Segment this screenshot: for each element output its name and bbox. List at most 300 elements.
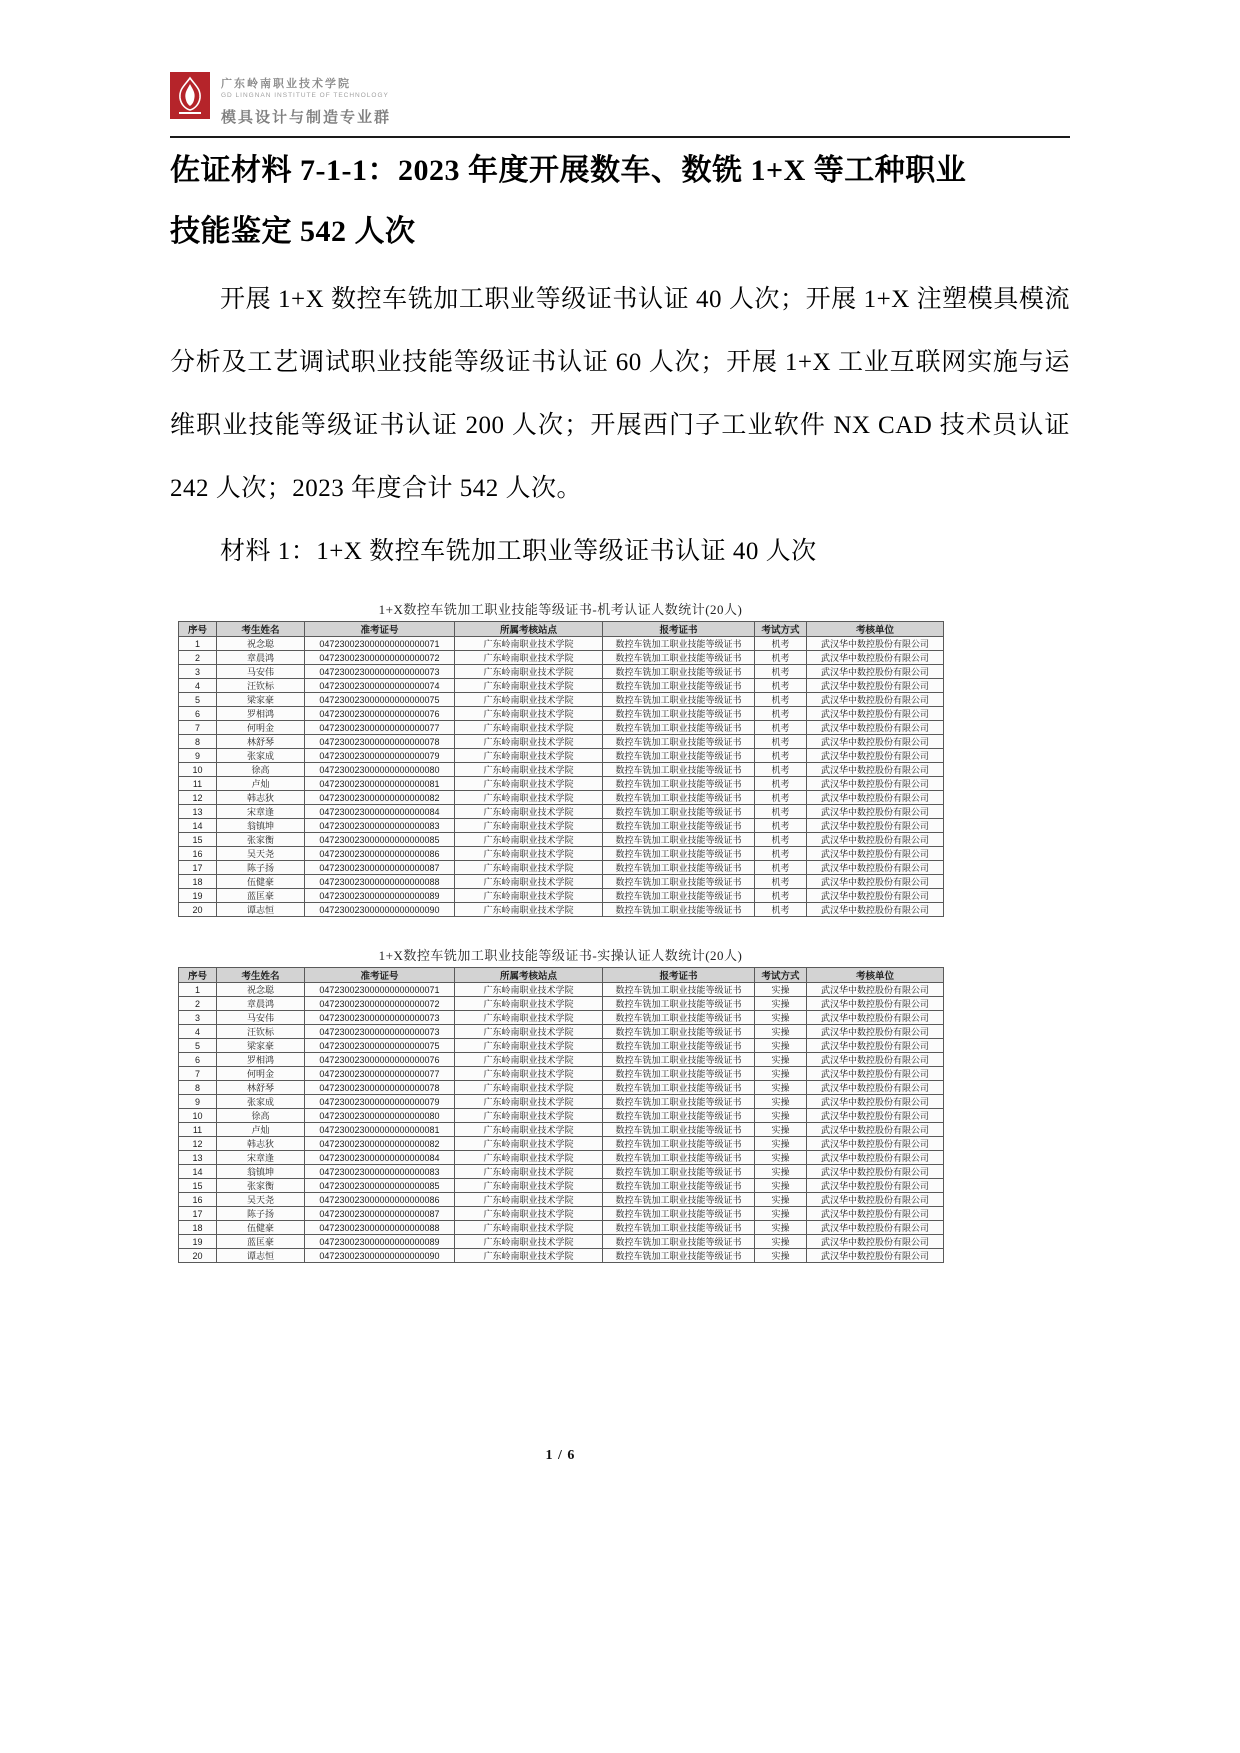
cell-exam-station: 广东岭南职业技术学院 bbox=[455, 651, 603, 665]
cell-certificate: 数控车铣加工职业技能等级证书 bbox=[603, 1067, 755, 1081]
cell-exam-number: 047230023000000000000081 bbox=[305, 1123, 455, 1137]
cell-certificate: 数控车铣加工职业技能等级证书 bbox=[603, 983, 755, 997]
column-header: 报考证书 bbox=[603, 968, 755, 983]
cell-candidate-name: 吴天尧 bbox=[217, 1193, 305, 1207]
cell-exam-number: 047230023000000000000085 bbox=[305, 833, 455, 847]
cell-seq: 3 bbox=[179, 1011, 217, 1025]
cell-seq: 17 bbox=[179, 1207, 217, 1221]
cell-exam-station: 广东岭南职业技术学院 bbox=[455, 1011, 603, 1025]
cell-candidate-name: 谭志恒 bbox=[217, 1249, 305, 1263]
cell-exam-method: 实操 bbox=[755, 1067, 807, 1081]
table-row bbox=[179, 791, 944, 805]
cell-exam-station: 广东岭南职业技术学院 bbox=[455, 679, 603, 693]
table-row bbox=[179, 1011, 944, 1025]
cell-exam-station: 广东岭南职业技术学院 bbox=[455, 875, 603, 889]
column-header: 考生姓名 bbox=[217, 622, 305, 637]
table-row bbox=[179, 847, 944, 861]
cell-certificate: 数控车铣加工职业技能等级证书 bbox=[603, 693, 755, 707]
cell-candidate-name: 张家衡 bbox=[217, 833, 305, 847]
table-row bbox=[179, 1235, 944, 1249]
cell-candidate-name: 罗相鸿 bbox=[217, 1053, 305, 1067]
cell-exam-number: 047230023000000000000076 bbox=[305, 1053, 455, 1067]
cell-exam-station: 广东岭南职业技术学院 bbox=[455, 693, 603, 707]
cell-exam-number: 047230023000000000000089 bbox=[305, 889, 455, 903]
cell-exam-number: 047230023000000000000084 bbox=[305, 805, 455, 819]
cell-seq: 4 bbox=[179, 1025, 217, 1039]
table-row bbox=[179, 1039, 944, 1053]
cell-exam-method: 实操 bbox=[755, 1123, 807, 1137]
cell-exam-method: 实操 bbox=[755, 1053, 807, 1067]
cell-seq: 6 bbox=[179, 1053, 217, 1067]
cell-exam-station: 广东岭南职业技术学院 bbox=[455, 1053, 603, 1067]
cell-exam-method: 机考 bbox=[755, 763, 807, 777]
cell-seq: 5 bbox=[179, 1039, 217, 1053]
cell-exam-station: 广东岭南职业技术学院 bbox=[455, 847, 603, 861]
cell-exam-number: 047230023000000000000082 bbox=[305, 791, 455, 805]
cell-exam-station: 广东岭南职业技术学院 bbox=[455, 749, 603, 763]
table-row bbox=[179, 819, 944, 833]
cell-exam-station: 广东岭南职业技术学院 bbox=[455, 1095, 603, 1109]
table-row bbox=[179, 735, 944, 749]
cell-exam-station: 广东岭南职业技术学院 bbox=[455, 1207, 603, 1221]
cell-exam-number: 047230023000000000000079 bbox=[305, 749, 455, 763]
cell-exam-station: 广东岭南职业技术学院 bbox=[455, 1151, 603, 1165]
table-row bbox=[179, 679, 944, 693]
cell-seq: 12 bbox=[179, 1137, 217, 1151]
cell-exam-method: 实操 bbox=[755, 1193, 807, 1207]
cell-certificate: 数控车铣加工职业技能等级证书 bbox=[603, 1165, 755, 1179]
cell-certificate: 数控车铣加工职业技能等级证书 bbox=[603, 637, 755, 651]
cell-seq: 1 bbox=[179, 983, 217, 997]
table-row bbox=[179, 763, 944, 777]
cell-candidate-name: 伍健豪 bbox=[217, 1221, 305, 1235]
cell-certificate: 数控车铣加工职业技能等级证书 bbox=[603, 903, 755, 917]
cell-assessment-unit: 武汉华中数控股份有限公司 bbox=[807, 983, 944, 997]
cell-certificate: 数控车铣加工职业技能等级证书 bbox=[603, 721, 755, 735]
school-logo-icon bbox=[170, 72, 210, 119]
cell-certificate: 数控车铣加工职业技能等级证书 bbox=[603, 1109, 755, 1123]
cell-seq: 5 bbox=[179, 693, 217, 707]
table-header-row bbox=[179, 622, 944, 637]
cell-assessment-unit: 武汉华中数控股份有限公司 bbox=[807, 693, 944, 707]
cell-exam-number: 047230023000000000000078 bbox=[305, 735, 455, 749]
cell-exam-station: 广东岭南职业技术学院 bbox=[455, 1067, 603, 1081]
cell-exam-method: 实操 bbox=[755, 1235, 807, 1249]
cell-exam-method: 机考 bbox=[755, 889, 807, 903]
cell-exam-station: 广东岭南职业技术学院 bbox=[455, 833, 603, 847]
cell-certificate: 数控车铣加工职业技能等级证书 bbox=[603, 1053, 755, 1067]
cell-exam-method: 实操 bbox=[755, 1081, 807, 1095]
cell-assessment-unit: 武汉华中数控股份有限公司 bbox=[807, 875, 944, 889]
cell-certificate: 数控车铣加工职业技能等级证书 bbox=[603, 749, 755, 763]
table-row bbox=[179, 1053, 944, 1067]
cell-candidate-name: 马安伟 bbox=[217, 665, 305, 679]
cell-certificate: 数控车铣加工职业技能等级证书 bbox=[603, 875, 755, 889]
table-row bbox=[179, 997, 944, 1011]
exam-results-table bbox=[178, 621, 944, 917]
cell-seq: 9 bbox=[179, 749, 217, 763]
cell-candidate-name: 祝念聪 bbox=[217, 983, 305, 997]
cell-exam-method: 机考 bbox=[755, 777, 807, 791]
cell-exam-station: 广东岭南职业技术学院 bbox=[455, 1165, 603, 1179]
cell-candidate-name: 张家成 bbox=[217, 749, 305, 763]
cell-assessment-unit: 武汉华中数控股份有限公司 bbox=[807, 1081, 944, 1095]
cell-exam-number: 047230023000000000000087 bbox=[305, 861, 455, 875]
cell-assessment-unit: 武汉华中数控股份有限公司 bbox=[807, 889, 944, 903]
cell-exam-station: 广东岭南职业技术学院 bbox=[455, 983, 603, 997]
cell-candidate-name: 张家成 bbox=[217, 1095, 305, 1109]
cell-seq: 19 bbox=[179, 889, 217, 903]
table-row bbox=[179, 707, 944, 721]
cell-assessment-unit: 武汉华中数控股份有限公司 bbox=[807, 805, 944, 819]
cell-assessment-unit: 武汉华中数控股份有限公司 bbox=[807, 763, 944, 777]
cell-candidate-name: 祝念聪 bbox=[217, 637, 305, 651]
cell-certificate: 数控车铣加工职业技能等级证书 bbox=[603, 861, 755, 875]
cell-certificate: 数控车铣加工职业技能等级证书 bbox=[603, 1137, 755, 1151]
cell-candidate-name: 何明金 bbox=[217, 721, 305, 735]
column-header: 考核单位 bbox=[807, 968, 944, 983]
column-header: 序号 bbox=[179, 968, 217, 983]
cell-candidate-name: 卢灿 bbox=[217, 1123, 305, 1137]
cell-seq: 20 bbox=[179, 1249, 217, 1263]
cell-seq: 12 bbox=[179, 791, 217, 805]
cell-candidate-name: 马安伟 bbox=[217, 1011, 305, 1025]
cell-candidate-name: 梁家豪 bbox=[217, 693, 305, 707]
cell-exam-station: 广东岭南职业技术学院 bbox=[455, 1235, 603, 1249]
column-header: 考试方式 bbox=[755, 622, 807, 637]
cell-exam-method: 机考 bbox=[755, 833, 807, 847]
cell-assessment-unit: 武汉华中数控股份有限公司 bbox=[807, 1039, 944, 1053]
cell-candidate-name: 汪钦标 bbox=[217, 1025, 305, 1039]
cell-certificate: 数控车铣加工职业技能等级证书 bbox=[603, 735, 755, 749]
cell-seq: 3 bbox=[179, 665, 217, 679]
cell-exam-number: 047230023000000000000080 bbox=[305, 763, 455, 777]
cell-exam-number: 047230023000000000000076 bbox=[305, 707, 455, 721]
table-row bbox=[179, 1165, 944, 1179]
cell-exam-number: 047230023000000000000082 bbox=[305, 1137, 455, 1151]
table-row bbox=[179, 889, 944, 903]
cell-certificate: 数控车铣加工职业技能等级证书 bbox=[603, 997, 755, 1011]
column-header: 考生姓名 bbox=[217, 968, 305, 983]
cell-seq: 16 bbox=[179, 1193, 217, 1207]
cell-assessment-unit: 武汉华中数控股份有限公司 bbox=[807, 1193, 944, 1207]
cell-exam-method: 实操 bbox=[755, 1137, 807, 1151]
cell-exam-number: 047230023000000000000073 bbox=[305, 1011, 455, 1025]
cell-certificate: 数控车铣加工职业技能等级证书 bbox=[603, 679, 755, 693]
cell-exam-station: 广东岭南职业技术学院 bbox=[455, 763, 603, 777]
page-number-text: 1 / 6 bbox=[545, 1448, 576, 1463]
cell-exam-method: 机考 bbox=[755, 735, 807, 749]
cell-assessment-unit: 武汉华中数控股份有限公司 bbox=[807, 1123, 944, 1137]
table-row bbox=[179, 903, 944, 917]
cell-certificate: 数控车铣加工职业技能等级证书 bbox=[603, 1039, 755, 1053]
cell-certificate: 数控车铣加工职业技能等级证书 bbox=[603, 791, 755, 805]
cell-candidate-name: 梁家豪 bbox=[217, 1039, 305, 1053]
cell-exam-method: 机考 bbox=[755, 707, 807, 721]
cell-candidate-name: 宋章逢 bbox=[217, 1151, 305, 1165]
column-header: 准考证号 bbox=[305, 622, 455, 637]
cell-assessment-unit: 武汉华中数控股份有限公司 bbox=[807, 735, 944, 749]
cell-assessment-unit: 武汉华中数控股份有限公司 bbox=[807, 679, 944, 693]
cell-assessment-unit: 武汉华中数控股份有限公司 bbox=[807, 665, 944, 679]
cell-exam-method: 机考 bbox=[755, 679, 807, 693]
cell-assessment-unit: 武汉华中数控股份有限公司 bbox=[807, 861, 944, 875]
cell-exam-method: 实操 bbox=[755, 983, 807, 997]
cell-exam-method: 实操 bbox=[755, 1109, 807, 1123]
cell-exam-method: 实操 bbox=[755, 1207, 807, 1221]
document-body bbox=[170, 140, 1070, 1263]
cell-seq: 1 bbox=[179, 637, 217, 651]
cell-exam-number: 047230023000000000000090 bbox=[305, 903, 455, 917]
cell-seq: 2 bbox=[179, 651, 217, 665]
school-name-english: GD LINGNAN INSTITUTE OF TECHNOLOGY bbox=[221, 92, 389, 99]
table-row bbox=[179, 665, 944, 679]
cell-seq: 15 bbox=[179, 1179, 217, 1193]
table-row bbox=[179, 1151, 944, 1165]
cell-seq: 13 bbox=[179, 1151, 217, 1165]
cell-exam-station: 广东岭南职业技术学院 bbox=[455, 1081, 603, 1095]
column-header: 考试方式 bbox=[755, 968, 807, 983]
table-row bbox=[179, 1095, 944, 1109]
cell-candidate-name: 韩志狄 bbox=[217, 1137, 305, 1151]
table-row bbox=[179, 1249, 944, 1263]
table-row bbox=[179, 833, 944, 847]
title-line-2: 技能鉴定 542 人次 bbox=[170, 215, 416, 248]
cell-certificate: 数控车铣加工职业技能等级证书 bbox=[603, 805, 755, 819]
cell-certificate: 数控车铣加工职业技能等级证书 bbox=[603, 707, 755, 721]
cell-exam-number: 047230023000000000000086 bbox=[305, 1193, 455, 1207]
cell-candidate-name: 徐高 bbox=[217, 763, 305, 777]
table-row bbox=[179, 861, 944, 875]
cell-exam-station: 广东岭南职业技术学院 bbox=[455, 1249, 603, 1263]
table-row bbox=[179, 1221, 944, 1235]
cell-exam-method: 实操 bbox=[755, 1039, 807, 1053]
cell-assessment-unit: 武汉华中数控股份有限公司 bbox=[807, 1207, 944, 1221]
cell-assessment-unit: 武汉华中数控股份有限公司 bbox=[807, 1249, 944, 1263]
table-row bbox=[179, 637, 944, 651]
table-row bbox=[179, 1123, 944, 1137]
cell-candidate-name: 伍健豪 bbox=[217, 875, 305, 889]
cell-candidate-name: 汪钦标 bbox=[217, 679, 305, 693]
cell-exam-station: 广东岭南职业技术学院 bbox=[455, 1179, 603, 1193]
cell-exam-method: 实操 bbox=[755, 1151, 807, 1165]
cell-seq: 2 bbox=[179, 997, 217, 1011]
cell-exam-method: 实操 bbox=[755, 1095, 807, 1109]
cell-exam-station: 广东岭南职业技术学院 bbox=[455, 997, 603, 1011]
cell-exam-number: 047230023000000000000083 bbox=[305, 819, 455, 833]
cell-exam-number: 047230023000000000000073 bbox=[305, 665, 455, 679]
cell-candidate-name: 宋章逢 bbox=[217, 805, 305, 819]
cell-assessment-unit: 武汉华中数控股份有限公司 bbox=[807, 1053, 944, 1067]
cell-exam-number: 047230023000000000000084 bbox=[305, 1151, 455, 1165]
cell-assessment-unit: 武汉华中数控股份有限公司 bbox=[807, 1165, 944, 1179]
cell-candidate-name: 韩志狄 bbox=[217, 791, 305, 805]
cell-exam-station: 广东岭南职业技术学院 bbox=[455, 637, 603, 651]
program-group-name: 模具设计与制造专业群 bbox=[221, 109, 392, 126]
page-title bbox=[170, 140, 1070, 262]
cell-seq: 19 bbox=[179, 1235, 217, 1249]
cell-exam-number: 047230023000000000000081 bbox=[305, 777, 455, 791]
cell-candidate-name: 章晨鸿 bbox=[217, 651, 305, 665]
cell-candidate-name: 罗相鸿 bbox=[217, 707, 305, 721]
material-heading: 材料 1：1+X 数控车铣加工职业等级证书认证 40 人次 bbox=[220, 538, 817, 565]
cell-exam-method: 机考 bbox=[755, 805, 807, 819]
table-header-row bbox=[179, 968, 944, 983]
cell-candidate-name: 翁镇坤 bbox=[217, 819, 305, 833]
cell-candidate-name: 卢灿 bbox=[217, 777, 305, 791]
cell-exam-method: 机考 bbox=[755, 791, 807, 805]
cell-exam-number: 047230023000000000000089 bbox=[305, 1235, 455, 1249]
cell-seq: 18 bbox=[179, 875, 217, 889]
cell-seq: 14 bbox=[179, 819, 217, 833]
cell-seq: 13 bbox=[179, 805, 217, 819]
cell-exam-method: 实操 bbox=[755, 1011, 807, 1025]
cell-exam-number: 047230023000000000000088 bbox=[305, 875, 455, 889]
cell-seq: 14 bbox=[179, 1165, 217, 1179]
cell-exam-number: 047230023000000000000090 bbox=[305, 1249, 455, 1263]
table-row bbox=[179, 1109, 944, 1123]
cell-exam-method: 实操 bbox=[755, 1221, 807, 1235]
cell-seq: 15 bbox=[179, 833, 217, 847]
cell-exam-number: 047230023000000000000087 bbox=[305, 1207, 455, 1221]
cell-exam-number: 047230023000000000000075 bbox=[305, 1039, 455, 1053]
cell-assessment-unit: 武汉华中数控股份有限公司 bbox=[807, 749, 944, 763]
cell-certificate: 数控车铣加工职业技能等级证书 bbox=[603, 819, 755, 833]
cell-certificate: 数控车铣加工职业技能等级证书 bbox=[603, 1081, 755, 1095]
cell-assessment-unit: 武汉华中数控股份有限公司 bbox=[807, 1235, 944, 1249]
table-title: 1+X数控车铣加工职业技能等级证书-机考认证人数统计(20人) bbox=[378, 602, 743, 617]
cell-exam-station: 广东岭南职业技术学院 bbox=[455, 889, 603, 903]
column-header: 准考证号 bbox=[305, 968, 455, 983]
column-header: 报考证书 bbox=[603, 622, 755, 637]
cell-assessment-unit: 武汉华中数控股份有限公司 bbox=[807, 1011, 944, 1025]
cell-exam-station: 广东岭南职业技术学院 bbox=[455, 791, 603, 805]
cell-assessment-unit: 武汉华中数控股份有限公司 bbox=[807, 707, 944, 721]
cell-seq: 16 bbox=[179, 847, 217, 861]
letterhead bbox=[170, 72, 1070, 138]
cell-exam-method: 实操 bbox=[755, 1249, 807, 1263]
cell-exam-station: 广东岭南职业技术学院 bbox=[455, 1123, 603, 1137]
cell-seq: 18 bbox=[179, 1221, 217, 1235]
cell-exam-number: 047230023000000000000080 bbox=[305, 1109, 455, 1123]
cell-certificate: 数控车铣加工职业技能等级证书 bbox=[603, 1193, 755, 1207]
cell-exam-method: 机考 bbox=[755, 749, 807, 763]
cell-exam-station: 广东岭南职业技术学院 bbox=[455, 903, 603, 917]
table-row bbox=[179, 777, 944, 791]
cell-assessment-unit: 武汉华中数控股份有限公司 bbox=[807, 637, 944, 651]
cell-assessment-unit: 武汉华中数控股份有限公司 bbox=[807, 1095, 944, 1109]
table-title: 1+X数控车铣加工职业技能等级证书-实操认证人数统计(20人) bbox=[378, 948, 743, 963]
cell-exam-method: 机考 bbox=[755, 861, 807, 875]
exam-results-table bbox=[178, 967, 944, 1263]
cell-candidate-name: 林舒琴 bbox=[217, 735, 305, 749]
cell-exam-method: 实操 bbox=[755, 1165, 807, 1179]
cell-candidate-name: 陈子扬 bbox=[217, 861, 305, 875]
cell-certificate: 数控车铣加工职业技能等级证书 bbox=[603, 1249, 755, 1263]
cell-certificate: 数控车铣加工职业技能等级证书 bbox=[603, 1095, 755, 1109]
cell-exam-station: 广东岭南职业技术学院 bbox=[455, 1137, 603, 1151]
cell-exam-method: 实操 bbox=[755, 997, 807, 1011]
table-row bbox=[179, 721, 944, 735]
column-header: 所属考核站点 bbox=[455, 968, 603, 983]
cell-exam-method: 机考 bbox=[755, 903, 807, 917]
cell-exam-station: 广东岭南职业技术学院 bbox=[455, 819, 603, 833]
cell-exam-number: 047230023000000000000075 bbox=[305, 693, 455, 707]
cell-candidate-name: 何明金 bbox=[217, 1067, 305, 1081]
cell-exam-station: 广东岭南职业技术学院 bbox=[455, 707, 603, 721]
cell-exam-number: 047230023000000000000077 bbox=[305, 721, 455, 735]
cell-exam-method: 机考 bbox=[755, 721, 807, 735]
cell-exam-number: 047230023000000000000077 bbox=[305, 1067, 455, 1081]
cell-exam-number: 047230023000000000000079 bbox=[305, 1095, 455, 1109]
cell-certificate: 数控车铣加工职业技能等级证书 bbox=[603, 1235, 755, 1249]
cell-seq: 4 bbox=[179, 679, 217, 693]
cell-candidate-name: 谭志恒 bbox=[217, 903, 305, 917]
cell-exam-station: 广东岭南职业技术学院 bbox=[455, 735, 603, 749]
cell-exam-station: 广东岭南职业技术学院 bbox=[455, 777, 603, 791]
cell-assessment-unit: 武汉华中数控股份有限公司 bbox=[807, 791, 944, 805]
table-row bbox=[179, 651, 944, 665]
table-row bbox=[179, 875, 944, 889]
cell-exam-station: 广东岭南职业技术学院 bbox=[455, 721, 603, 735]
cell-assessment-unit: 武汉华中数控股份有限公司 bbox=[807, 777, 944, 791]
cell-certificate: 数控车铣加工职业技能等级证书 bbox=[603, 1123, 755, 1137]
cell-exam-number: 047230023000000000000073 bbox=[305, 1025, 455, 1039]
table-row bbox=[179, 805, 944, 819]
cell-seq: 20 bbox=[179, 903, 217, 917]
cell-candidate-name: 吴天尧 bbox=[217, 847, 305, 861]
cell-exam-method: 机考 bbox=[755, 665, 807, 679]
cell-exam-station: 广东岭南职业技术学院 bbox=[455, 1221, 603, 1235]
cell-exam-method: 机考 bbox=[755, 693, 807, 707]
table-row bbox=[179, 1025, 944, 1039]
cell-exam-number: 047230023000000000000088 bbox=[305, 1221, 455, 1235]
cell-certificate: 数控车铣加工职业技能等级证书 bbox=[603, 847, 755, 861]
cell-exam-method: 机考 bbox=[755, 819, 807, 833]
cell-candidate-name: 林舒琴 bbox=[217, 1081, 305, 1095]
cell-assessment-unit: 武汉华中数控股份有限公司 bbox=[807, 721, 944, 735]
cell-assessment-unit: 武汉华中数控股份有限公司 bbox=[807, 1067, 944, 1081]
cell-candidate-name: 张家衡 bbox=[217, 1179, 305, 1193]
column-header: 考核单位 bbox=[807, 622, 944, 637]
cell-exam-station: 广东岭南职业技术学院 bbox=[455, 1039, 603, 1053]
cell-exam-station: 广东岭南职业技术学院 bbox=[455, 861, 603, 875]
cell-candidate-name: 蓝匡豪 bbox=[217, 1235, 305, 1249]
cell-exam-station: 广东岭南职业技术学院 bbox=[455, 1025, 603, 1039]
cell-assessment-unit: 武汉华中数控股份有限公司 bbox=[807, 833, 944, 847]
body-paragraph: 开展 1+X 数控车铣加工职业等级证书认证 40 人次；开展 1+X 注塑模具模流分析及工艺调试职业技能等级证书认证 60 人次；开展 1+X 工业互联网实施与运维职业技能等级证书认证 200 人次；开展西门子工业软件 NX CAD 技术员认证 242 人次；2023 年度合计 542 人次。 bbox=[170, 286, 1070, 502]
cell-assessment-unit: 武汉华中数控股份有限公司 bbox=[807, 1137, 944, 1151]
table-row bbox=[179, 1179, 944, 1193]
cell-certificate: 数控车铣加工职业技能等级证书 bbox=[603, 651, 755, 665]
phoenix-emblem-icon bbox=[174, 76, 206, 116]
cell-exam-station: 广东岭南职业技术学院 bbox=[455, 1193, 603, 1207]
cell-exam-method: 机考 bbox=[755, 637, 807, 651]
cell-candidate-name: 陈子扬 bbox=[217, 1207, 305, 1221]
cell-certificate: 数控车铣加工职业技能等级证书 bbox=[603, 1179, 755, 1193]
cell-certificate: 数控车铣加工职业技能等级证书 bbox=[603, 1025, 755, 1039]
table-row bbox=[179, 1193, 944, 1207]
cell-assessment-unit: 武汉华中数控股份有限公司 bbox=[807, 1221, 944, 1235]
column-header: 序号 bbox=[179, 622, 217, 637]
table-row bbox=[179, 983, 944, 997]
exam-table-section-practical bbox=[178, 945, 943, 1263]
cell-assessment-unit: 武汉华中数控股份有限公司 bbox=[807, 651, 944, 665]
page-number bbox=[178, 1448, 943, 1464]
cell-certificate: 数控车铣加工职业技能等级证书 bbox=[603, 1011, 755, 1025]
table-row bbox=[179, 1137, 944, 1151]
cell-exam-station: 广东岭南职业技术学院 bbox=[455, 665, 603, 679]
